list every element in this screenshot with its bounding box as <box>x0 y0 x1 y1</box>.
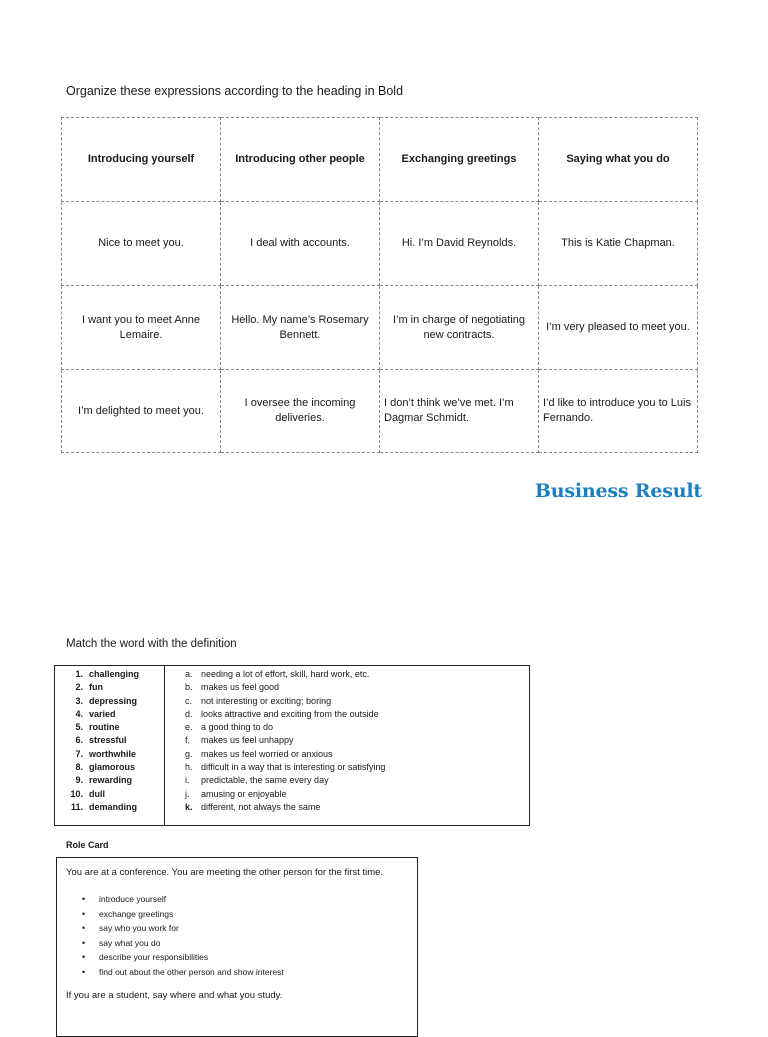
list-item <box>173 734 523 747</box>
definition: a good thing to do <box>201 722 274 733</box>
list-item <box>61 774 161 787</box>
list-item <box>61 788 161 801</box>
role-card <box>56 857 418 1037</box>
item-letter: d. <box>185 708 193 719</box>
word: fun <box>89 682 103 693</box>
definition: makes us feel good <box>201 682 280 693</box>
expressions-table <box>61 117 698 453</box>
item-letter: j. <box>185 788 190 799</box>
task-text: introduce yourself <box>99 894 167 904</box>
word-list <box>61 668 161 814</box>
bullet-icon: • <box>82 966 86 977</box>
bullet-icon: • <box>82 908 86 919</box>
word: demanding <box>89 801 138 812</box>
item-number: 6. <box>75 735 83 746</box>
word: rewarding <box>89 775 133 786</box>
item-letter: k. <box>185 801 193 812</box>
item-number: 3. <box>75 695 83 706</box>
list-item <box>173 801 523 814</box>
exercise1-instruction: Organize these expressions according to the heading in Bold <box>66 84 404 98</box>
item-letter: f. <box>185 735 191 746</box>
expression-cell: I’m very pleased to meet you. <box>539 286 698 370</box>
bullet-icon: • <box>82 937 86 948</box>
word: depressing <box>89 695 138 706</box>
role-card-title: Role Card <box>66 840 109 850</box>
item-letter: g. <box>185 748 193 759</box>
definition: needing a lot of effort, skill, hard work, etc. <box>201 669 370 679</box>
definition: not interesting or exciting; boring <box>201 695 332 706</box>
item-number: 2. <box>75 682 83 693</box>
role-card-intro: You are at a conference. You are meeting the other person for the first time. <box>66 867 384 878</box>
expression-cell: This is Katie Chapman. <box>539 202 698 286</box>
expression-cell: I oversee the incoming deliveries. <box>221 370 380 453</box>
expression-cell: I don’t think we’ve met. I’m Dagmar Schmidt. <box>380 370 539 453</box>
column-divider <box>164 666 165 825</box>
role-card-outro: If you are a student, say where and what you study. <box>66 990 283 1001</box>
item-letter: h. <box>185 762 193 773</box>
list-item <box>61 668 161 681</box>
expression-cell: Hello. My name’s Rosemary Bennett. <box>221 286 380 370</box>
expression-cell: I’m in charge of negotiating new contracts. <box>380 286 539 370</box>
list-item <box>66 892 284 907</box>
word: stressful <box>89 735 127 746</box>
word: glamorous <box>89 762 136 773</box>
expression-cell: I’d like to introduce you to Luis Fernando. <box>539 370 698 453</box>
list-item <box>66 950 284 965</box>
word: varied <box>89 708 116 719</box>
table-row <box>62 370 698 453</box>
item-letter: i. <box>185 775 190 786</box>
header-introducing-other-people: Introducing other people <box>221 118 380 202</box>
list-item <box>173 668 523 681</box>
list-item <box>173 681 523 694</box>
definition-list <box>173 668 523 814</box>
expression-cell: Nice to meet you. <box>62 202 221 286</box>
list-item <box>173 708 523 721</box>
role-card-tasks <box>66 892 284 980</box>
list-item <box>66 907 284 922</box>
bullet-icon: • <box>82 894 86 904</box>
table-row <box>62 286 698 370</box>
list-item <box>173 788 523 801</box>
word: dull <box>89 788 105 799</box>
item-letter: b. <box>185 682 193 693</box>
word: worthwhile <box>89 748 136 759</box>
list-item <box>66 921 284 936</box>
definition: amusing or enjoyable <box>201 788 287 799</box>
list-item <box>173 695 523 708</box>
header-exchanging-greetings: Exchanging greetings <box>380 118 539 202</box>
header-introducing-yourself: Introducing yourself <box>62 118 221 202</box>
expression-cell: I’m delighted to meet you. <box>62 370 221 453</box>
expression-cell: Hi. I’m David Reynolds. <box>380 202 539 286</box>
item-letter: a. <box>185 669 193 679</box>
table-header-row <box>62 118 698 202</box>
task-text: exchange greetings <box>99 908 174 919</box>
bullet-icon: • <box>82 923 86 934</box>
task-text: find out about the other person and show interest <box>99 966 284 977</box>
task-text: describe your responsibilities <box>99 952 209 963</box>
definition: makes us feel worried or anxious <box>201 748 333 759</box>
task-text: say who you work for <box>99 923 179 934</box>
definition: predictable, the same every day <box>201 775 329 786</box>
matching-box <box>54 665 530 826</box>
word: routine <box>89 722 120 733</box>
brand-logo: Business Result <box>534 480 702 502</box>
definition: difficult in a way that is interesting or satisfying <box>201 762 386 773</box>
expression-cell: I deal with accounts. <box>221 202 380 286</box>
item-number: 5. <box>75 722 83 733</box>
list-item <box>61 681 161 694</box>
item-number: 8. <box>75 762 83 773</box>
list-item <box>173 774 523 787</box>
list-item <box>61 748 161 761</box>
word: challenging <box>89 669 140 679</box>
item-letter: c. <box>185 695 193 706</box>
item-number: 4. <box>75 708 83 719</box>
definition: looks attractive and exciting from the outside <box>201 708 379 719</box>
item-letter: e. <box>185 722 193 733</box>
item-number: 10. <box>70 788 83 799</box>
item-number: 7. <box>75 748 83 759</box>
definition: different, not always the same <box>201 801 321 812</box>
list-item <box>66 965 284 980</box>
exercise2-instruction: Match the word with the definition <box>66 638 237 650</box>
list-item <box>61 734 161 747</box>
list-item <box>61 695 161 708</box>
list-item <box>61 801 161 814</box>
definition: makes us feel unhappy <box>201 735 294 746</box>
expression-cell: I want you to meet Anne Lemaire. <box>62 286 221 370</box>
item-number: 9. <box>75 775 83 786</box>
list-item <box>173 721 523 734</box>
list-item <box>61 761 161 774</box>
item-number: 1. <box>75 669 83 679</box>
list-item <box>61 721 161 734</box>
task-text: say what you do <box>99 937 161 948</box>
table-row <box>62 202 698 286</box>
list-item <box>66 936 284 951</box>
item-number: 11. <box>70 801 83 812</box>
list-item <box>61 708 161 721</box>
bullet-icon: • <box>82 952 86 963</box>
list-item <box>173 748 523 761</box>
list-item <box>173 761 523 774</box>
header-saying-what-you-do: Saying what you do <box>539 118 698 202</box>
